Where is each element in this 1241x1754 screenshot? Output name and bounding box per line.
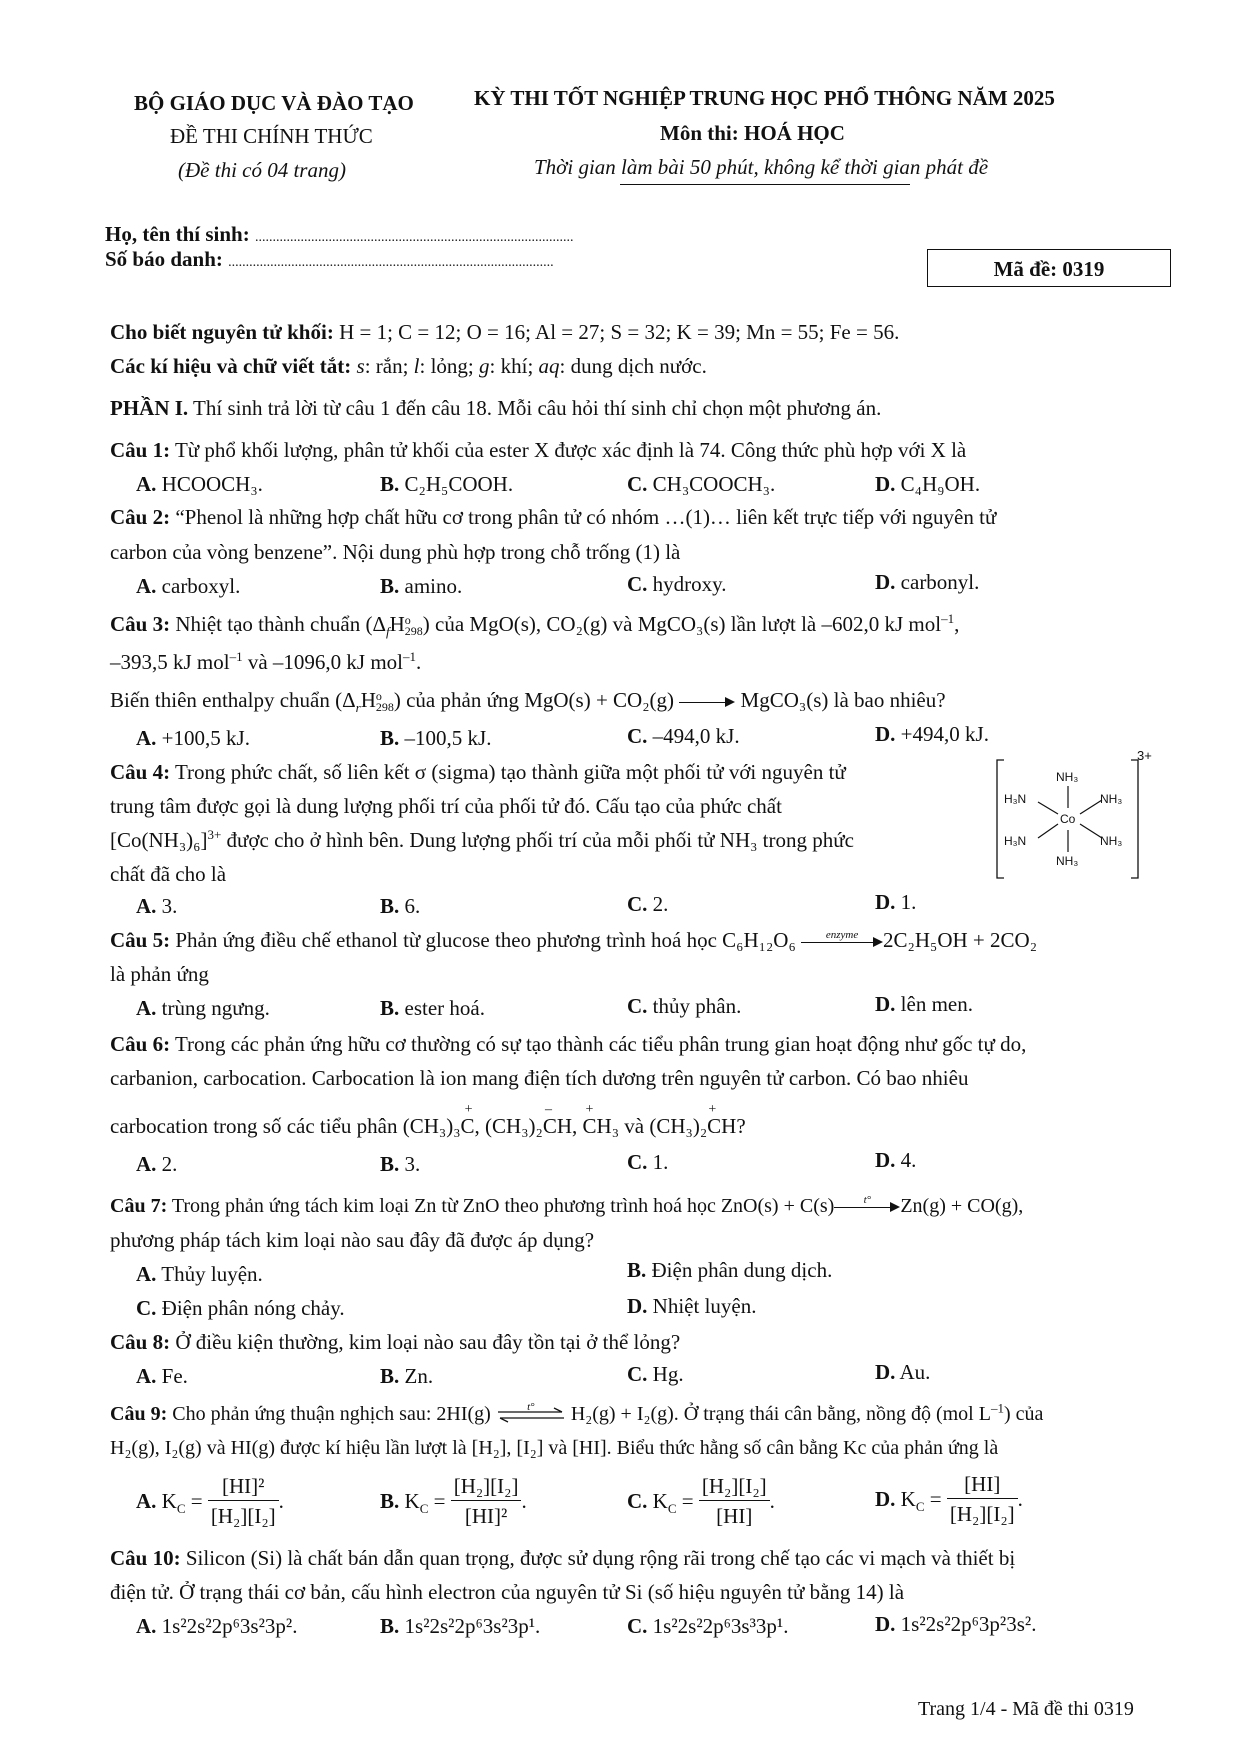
abbreviations-label: Các kí hiệu và chữ viết tắt: [110, 354, 352, 378]
q9-label: Câu 9: [110, 1403, 168, 1425]
q8-stem [110, 1328, 680, 1356]
heat-arrow [834, 1194, 900, 1214]
option-letter: B. [627, 1258, 647, 1282]
q1-option-d[interactable] [875, 472, 980, 497]
q10-stem-line1 [110, 1544, 1015, 1572]
abbr-l: l [413, 354, 420, 378]
species-2: (CH₃)₂CH – [485, 1114, 572, 1138]
kc-sub: C [176, 1501, 186, 1517]
heat-label: t° [527, 1401, 535, 1414]
option-letter: C. [627, 1489, 648, 1513]
q6-text: Trong các phản ứng hữu cơ thường có sự tạo thành các tiểu phân trung gian hoạt động như gốc tự do, [170, 1032, 1027, 1056]
enthalpy-H: H [360, 688, 376, 712]
q4-option-c[interactable] [627, 892, 668, 917]
std-symbol: o [375, 689, 382, 704]
q5-text: Phản ứng điều chế ethanol từ glucose theo phương trình hoá học C₆H₁₂O₆ [170, 928, 796, 952]
option-letter: A. [136, 574, 157, 598]
q5-text: 2C₂H₅OH + 2CO₂ [883, 928, 1038, 952]
option-text: trùng ngưng. [161, 996, 270, 1020]
candidate-id-label: Số báo danh: [105, 247, 229, 271]
option-text: amino. [404, 574, 463, 598]
option-letter: D. [875, 992, 896, 1016]
option-letter: C. [627, 472, 648, 496]
q7-text: Zn(g) + CO(g), [900, 1195, 1024, 1217]
option-letter: A. [136, 1614, 157, 1638]
q2-option-a[interactable] [136, 574, 240, 599]
abbr-s: s [356, 354, 365, 378]
q4-option-b[interactable] [380, 894, 420, 919]
option-text: 2. [161, 1152, 178, 1176]
numerator: [HI]² [208, 1472, 279, 1501]
ligand-upper-right: NH₃ [1100, 792, 1123, 806]
ligand-top: NH₃ [1056, 770, 1079, 784]
abbr-aq: aq [538, 354, 560, 378]
fraction [451, 1472, 522, 1531]
option-letter: C. [627, 724, 648, 748]
q10-label: Câu 10: [110, 1546, 181, 1570]
central-atom: Co [1060, 812, 1076, 826]
q7-option-b[interactable] [627, 1258, 832, 1283]
q1-option-b[interactable] [380, 472, 513, 497]
kc-symbol: K [404, 1489, 420, 1513]
q3-stem-line2 [110, 648, 421, 676]
q2-option-d[interactable] [875, 570, 979, 595]
option-letter: D. [875, 1487, 896, 1511]
q4-label: Câu 4: [110, 760, 171, 784]
time-underline [620, 184, 910, 185]
option-text: CH₃COOCH₃. [652, 472, 776, 496]
q5-option-d[interactable] [875, 992, 973, 1017]
q2-option-c[interactable] [627, 572, 727, 597]
option-text: –494,0 kJ. [652, 724, 740, 748]
q9-stem-line1 [110, 1400, 1043, 1428]
numerator: [HI] [947, 1470, 1018, 1499]
option-text: Zn. [404, 1364, 434, 1388]
sub-r: r [355, 700, 361, 716]
option-text: carboxyl. [161, 574, 241, 598]
q8-option-d[interactable] [875, 1360, 930, 1385]
complex-structure-figure [994, 748, 1152, 882]
q7-option-a[interactable] [136, 1262, 263, 1287]
option-text: 6. [404, 894, 421, 918]
sup-neg1: –1 [990, 1400, 1004, 1416]
denominator: [HI] [716, 1504, 753, 1528]
part1-instructions [110, 394, 881, 422]
q6-stem-line1 [110, 1030, 1026, 1058]
q3-option-d[interactable] [875, 722, 989, 747]
q6-option-a[interactable] [136, 1152, 177, 1177]
candidate-id-row [105, 247, 554, 272]
q1-label: Câu 1: [110, 438, 171, 462]
q5-option-c[interactable] [627, 994, 741, 1019]
option-text: 3. [404, 1152, 421, 1176]
denominator: [H₂][I₂] [949, 1502, 1015, 1526]
q4-stem-line1 [110, 758, 846, 786]
option-text: ester hoá. [404, 996, 485, 1020]
fraction [947, 1470, 1018, 1529]
charge-sup: 3+ [207, 827, 222, 842]
abbreviations [110, 352, 707, 380]
q7-stem-line2: phương pháp tách kim loại nào sau đây đã được áp dụng? [110, 1228, 595, 1252]
q6-option-b[interactable] [380, 1152, 420, 1177]
sub-f: f [385, 624, 390, 640]
option-text: carbonyl. [900, 570, 980, 594]
option-letter: B. [380, 1489, 400, 1513]
q3-text: và –1096,0 kJ mol [242, 650, 404, 674]
bracket-right [1131, 760, 1138, 878]
q4-option-a[interactable] [136, 894, 177, 919]
q3-text: Nhiệt tạo thành chuẩn ( [170, 612, 373, 636]
ligand-upper-left: H₃N [1004, 792, 1027, 806]
q5-label: Câu 5: [110, 928, 171, 952]
q10-option-c[interactable] [627, 1614, 788, 1639]
option-letter: C. [627, 572, 648, 596]
ligand-lower-left: H₃N [1004, 834, 1027, 848]
option-letter: B. [380, 1364, 400, 1388]
q8-text: Ở điều kiện thường, kim loại nào sau đây tồn tại ở thể lỏng? [170, 1330, 681, 1354]
sup-neg1: –1 [229, 649, 243, 664]
heat-label: t° [863, 1194, 872, 1207]
option-letter: D. [875, 1148, 896, 1172]
q1-option-c[interactable] [627, 472, 775, 497]
equals: = [185, 1489, 203, 1513]
plus-sign: + [708, 1102, 717, 1117]
option-text: 3. [161, 894, 178, 918]
option-letter: C. [627, 1362, 648, 1386]
option-text: 1s²2s²2p⁶3s³3p¹. [652, 1614, 789, 1638]
option-letter: A. [136, 1152, 157, 1176]
equals: = [428, 1489, 446, 1513]
option-letter: A. [136, 1262, 157, 1286]
q5-option-b[interactable] [380, 996, 485, 1021]
q4-stem-line3 [110, 826, 854, 854]
q4-option-d[interactable] [875, 890, 916, 915]
q9-option-c[interactable]: C. $K_C$ = $\frac{\text{[H₂][I₂]}}{[HI]}$ . [627, 1472, 775, 1531]
kc-sub: C [419, 1501, 429, 1517]
q3-text: –393,5 kJ mol [110, 650, 230, 674]
q4-stem-line4: chất đã cho là [110, 862, 227, 886]
option-letter: B. [380, 1614, 400, 1638]
q4-text: được cho ở hình bên. Dung lượng phối trí của mỗi phối tử NH₃ trong phức [221, 828, 854, 852]
q9-option-d[interactable]: D. $K_C$ = $\frac{[HI]}{\text{[H₂][I₂]}}$ . [875, 1470, 1023, 1529]
kc-symbol: K [900, 1487, 916, 1511]
q3-label: Câu 3: [110, 612, 171, 636]
abbr-aq-text: : dung dịch nước. [559, 354, 707, 378]
option-letter: D. [627, 1294, 648, 1318]
option-text: Fe. [161, 1364, 188, 1388]
option-text: –100,5 kJ. [404, 726, 492, 750]
part1-text: Thí sinh trả lời từ câu 1 đến câu 18. Mỗi câu hỏi thí sinh chỉ chọn một phương án. [188, 396, 882, 420]
option-letter: C. [627, 1614, 648, 1638]
q5-option-a[interactable] [136, 996, 270, 1021]
option-letter: B. [380, 996, 400, 1020]
option-letter: C. [627, 994, 648, 1018]
q1-option-a[interactable] [136, 472, 263, 497]
option-letter: A. [136, 1364, 157, 1388]
q7-option-c[interactable] [136, 1296, 345, 1321]
q9-option-a[interactable]: A. $K_C$ = $\frac{\text{[HI]²}}{\text{[H₂][I₂]}}$ . [136, 1472, 284, 1531]
bracket-left [997, 760, 1004, 878]
minus-sign: – [545, 1102, 553, 1117]
fraction [208, 1472, 279, 1531]
species-3: CH₃ + [583, 1114, 620, 1138]
ministry-name: BỘ GIÁO DỤC VÀ ĐÀO TẠO [134, 91, 414, 115]
equals: = [924, 1487, 942, 1511]
q10-stem-line2: điện tử. Ở trạng thái cơ bản, cấu hình electron của nguyên tử Si (số hiệu nguyên tử bằng 14) là [110, 1580, 905, 1604]
option-letter: B. [380, 1152, 400, 1176]
option-text: Hg. [652, 1362, 684, 1386]
species-4: (CH₃)₂CH + [649, 1114, 736, 1138]
q6-stem-line3: carbocation trong số các tiểu phân (CH₃)₃C + , (CH₃)₂CH – , CH₃ + và (CH₃)₂CH + ? [110, 1112, 746, 1140]
q3-text: . [416, 650, 422, 674]
abbr-g: g [479, 354, 490, 378]
numerator: [H₂][I₂] [699, 1472, 770, 1501]
option-text: 4. [900, 1148, 917, 1172]
sup-neg1: –1 [403, 649, 417, 664]
temperature: 298 [375, 700, 394, 715]
option-letter: C. [627, 1150, 648, 1174]
q3-text: Biến thiên enthalpy chuẩn ( [110, 688, 343, 712]
denominator: [H₂][I₂] [210, 1504, 276, 1528]
official-exam-label: ĐỀ THI CHÍNH THỨC [170, 124, 373, 148]
option-text: hydroxy. [652, 572, 727, 596]
bond-upper-right [1080, 800, 1102, 814]
option-text: +494,0 kJ. [900, 722, 989, 746]
q2-stem-line2: carbon của vòng benzene”. Nội dung phù hợp trong chỗ trống (1) là [110, 540, 681, 564]
option-letter: B. [380, 894, 400, 918]
q7-label: Câu 7: [110, 1195, 168, 1217]
option-text: Điện phân nóng chảy. [161, 1296, 345, 1320]
atomic-masses [110, 318, 899, 346]
bond-lower-left [1038, 824, 1058, 838]
kc-sub: C [667, 1501, 677, 1517]
option-letter: A. [136, 894, 157, 918]
numerator: [H₂][I₂] [451, 1472, 522, 1501]
q2-text1: “Phenol là những hợp chất hữu cơ trong phân tử có nhóm …(1)… liên kết trực tiếp với nguyên tử [170, 505, 997, 529]
option-text: Au. [899, 1360, 931, 1384]
option-letter: A. [136, 726, 157, 750]
denominator: [HI]² [464, 1504, 508, 1528]
option-letter: D. [875, 1360, 896, 1384]
ligand-lower-right: NH₃ [1100, 834, 1123, 848]
q7-option-d[interactable] [627, 1294, 756, 1319]
candidate-name-row [105, 222, 573, 247]
option-text: 1s²2s²2p⁶3s²3p¹. [404, 1614, 541, 1638]
enthalpy-H: H [389, 612, 405, 636]
option-letter: D. [875, 890, 896, 914]
q3-stem-line1: Câu 3: Nhiệt tạo thành chuẩn ($\Delta_fH$ o 298 ) của MgO(s), CO₂(g) và MgCO₃(s) lần lượt là –602,0 kJ mol$^{-1}$, [110, 611, 960, 640]
option-text: C₂H₅COOH. [404, 472, 514, 496]
q3-option-c[interactable] [627, 724, 740, 749]
q4-text: Trong phức chất, số liên kết σ (sigma) tạo thành giữa một phối tử với nguyên tử [170, 760, 846, 784]
enzyme-arrow [801, 929, 883, 949]
abbr-g-text: : khí; [489, 354, 539, 378]
option-text: 2. [652, 892, 669, 916]
q8-option-c[interactable] [627, 1362, 684, 1387]
plus-sign: + [464, 1102, 473, 1117]
plus-sign: + [585, 1102, 594, 1117]
q6-option-c[interactable] [627, 1150, 668, 1175]
option-letter: C. [136, 1296, 157, 1320]
option-text: +100,5 kJ. [161, 726, 250, 750]
atomic-masses-text: H = 1; C = 12; O = 16; Al = 27; S = 32; K = 39; Mn = 55; Fe = 56. [333, 320, 900, 344]
option-text: 1s²2s²2p⁶3p²3s². [900, 1612, 1037, 1636]
page-count: (Đề thi có 04 trang) [178, 158, 346, 182]
option-letter: B. [380, 472, 400, 496]
equals: = [676, 1489, 694, 1513]
option-letter: D. [875, 472, 896, 496]
delta-symbol: Δ [342, 688, 356, 712]
q4-stem-line2: trung tâm được gọi là dung lượng phối trí của phối tử đó. Cấu tạo của phức chất [110, 794, 782, 818]
abbr-l-text: : lỏng; [419, 354, 480, 378]
option-letter: D. [875, 722, 896, 746]
option-text: Nhiệt luyện. [652, 1294, 757, 1318]
option-text: C₄H₉OH. [900, 472, 981, 496]
option-text: thủy phân. [652, 994, 742, 1018]
page-footer: Trang 1/4 - Mã đề thi 0319 [918, 1698, 1134, 1720]
species-1: (CH₃)₃C + [403, 1114, 475, 1138]
q6-option-d[interactable] [875, 1148, 916, 1173]
q8-option-a[interactable] [136, 1364, 188, 1389]
subject-label: Môn thi: HOÁ HỌC [660, 121, 845, 145]
option-letter: A. [136, 996, 157, 1020]
q4-text: [Co(NH₃)₆] [110, 828, 208, 852]
q9-option-b[interactable]: B. $K_C$ = $\frac{\text{[H₂][I₂]}}{\text{[HI]²}}$ . [380, 1472, 527, 1531]
option-letter: A. [136, 472, 157, 496]
q7-text: Trong phản ứng tách kim loại Zn từ ZnO theo phương trình hoá học ZnO(s) + C(s) [167, 1195, 835, 1217]
q10-option-d[interactable] [875, 1612, 1036, 1637]
delta-symbol: Δ [372, 612, 386, 636]
candidate-id-dots: ............................................................................................. [228, 255, 554, 270]
option-text: 1s²2s²2p⁶3s²3p². [161, 1614, 298, 1638]
q10-option-b[interactable] [380, 1614, 540, 1639]
option-text: HCOOCH₃. [161, 472, 263, 496]
time-label: Thời gian làm bài 50 phút, không kể thời gian phát đề [534, 155, 989, 179]
q9-text: Cho phản ứng thuận nghịch sau: 2HI(g) [167, 1403, 491, 1425]
ligand-bottom: NH₃ [1056, 854, 1079, 868]
option-letter: D. [875, 570, 896, 594]
option-text: Thủy luyện. [161, 1262, 263, 1286]
temperature: 298 [404, 624, 423, 639]
part1-label: PHẦN I. [110, 396, 189, 420]
q1-stem [110, 436, 966, 464]
q9-stem-line2: H₂(g), I₂(g) và HI(g) được kí hiệu lần lượt là [H₂], [I₂] và [HI]. Biểu thức hằng số cân bằng Kc của phản ứng là [110, 1437, 999, 1459]
atomic-masses-label: Cho biết nguyên tử khối: [110, 320, 334, 344]
option-text: 1. [900, 890, 917, 914]
q5-stem-line1 [110, 926, 1037, 954]
q3-text: ) của MgO(s), CO₂(g) và MgCO₃(s) lần lượt là –602,0 kJ mol [422, 612, 942, 636]
q9-text: ) của [1003, 1403, 1044, 1425]
q6-stem-line2: carbanion, carbocation. Carbocation là ion mang điện tích dương trên nguyên tử carbon. Có bao nhiêu [110, 1066, 969, 1090]
q3-text: ) của phản ứng MgO(s) + CO₂(g) [393, 688, 675, 712]
kc-sub: C [915, 1499, 925, 1515]
exam-code-box: Mã đề: 0319 [927, 249, 1171, 287]
q2-option-b[interactable] [380, 574, 462, 599]
abbr-s-text: : rắn; [364, 354, 414, 378]
equilibrium-arrow [496, 1401, 566, 1423]
option-letter: B. [380, 726, 400, 750]
enzyme-label: enzyme [825, 929, 859, 942]
kc-symbol: K [652, 1489, 668, 1513]
exam-title: KỲ THI TỐT NGHIỆP TRUNG HỌC PHỔ THÔNG NĂM 2025 [474, 86, 1055, 110]
q10-option-a[interactable] [136, 1614, 297, 1639]
q6-label: Câu 6: [110, 1032, 171, 1056]
option-letter: D. [875, 1612, 896, 1636]
option-letter: A. [136, 1489, 157, 1513]
option-text: 1. [652, 1150, 669, 1174]
candidate-name-label: Họ, tên thí sinh: [105, 222, 255, 246]
std-symbol: o [404, 613, 411, 628]
q7-stem-line1 [110, 1192, 1023, 1220]
sup-neg1: –1 [941, 611, 955, 626]
q3-text: MgCO₃(s) là bao nhiêu? [740, 688, 946, 712]
q3-option-b[interactable] [380, 726, 491, 751]
fraction [699, 1472, 770, 1531]
q10-text: Silicon (Si) là chất bán dẫn quan trọng, được sử dụng rộng rãi trong chế tạo các vi mạch và thiết bị [180, 1546, 1016, 1570]
complex-charge: 3+ [1137, 748, 1152, 763]
bond-upper-left [1038, 802, 1058, 814]
q9-text: H₂(g) + I₂(g). Ở trạng thái cân bằng, nồng độ (mol L [570, 1403, 991, 1425]
q8-option-b[interactable] [380, 1364, 433, 1389]
q1-text: Từ phổ khối lượng, phân tử khối của ester X được xác định là 74. Công thức phù hợp với X là [170, 438, 967, 462]
q3-stem-line3 [110, 686, 946, 714]
q2-label: Câu 2: [110, 505, 171, 529]
option-text: Điện phân dung dịch. [651, 1258, 833, 1282]
bond-lower-right [1080, 824, 1102, 838]
q6-text: carbocation trong số các tiểu phân [110, 1114, 403, 1138]
reaction-arrow [679, 695, 735, 709]
q3-option-a[interactable] [136, 726, 250, 751]
option-text: lên men. [900, 992, 973, 1016]
candidate-name-dots: ........................................................................................... [254, 230, 574, 245]
q5-stem-line2: là phản ứng [110, 962, 209, 986]
kc-symbol: K [161, 1489, 177, 1513]
option-letter: B. [380, 574, 400, 598]
option-letter: C. [627, 892, 648, 916]
q8-label: Câu 8: [110, 1330, 171, 1354]
q2-stem-line1 [110, 503, 996, 531]
